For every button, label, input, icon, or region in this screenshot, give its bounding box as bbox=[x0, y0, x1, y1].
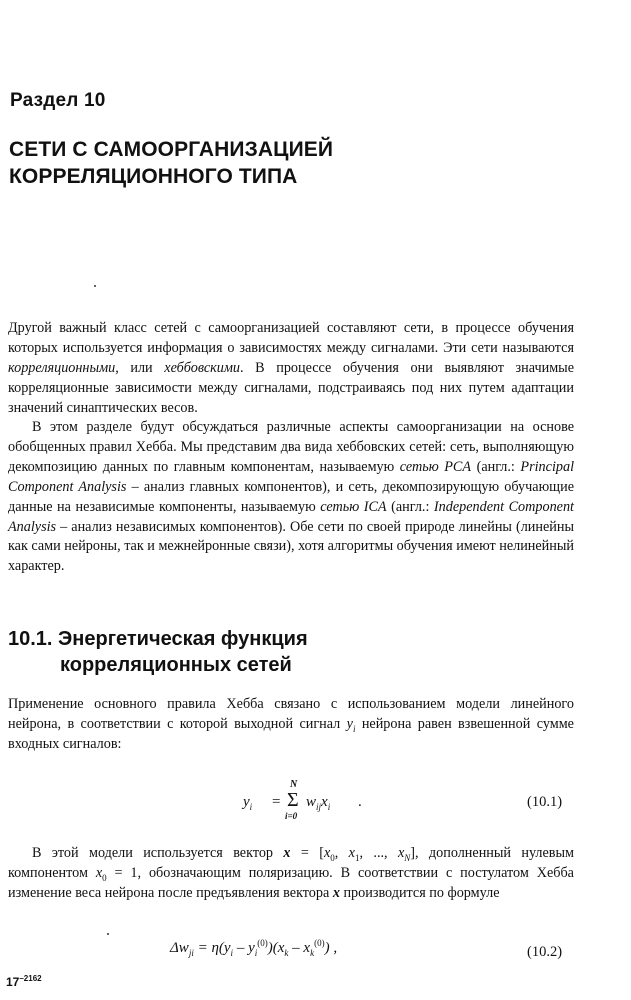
subscript: 1 bbox=[354, 852, 360, 863]
subscript: i bbox=[352, 723, 356, 734]
variable-y: y bbox=[346, 715, 353, 732]
eq-superscript: (0) bbox=[257, 938, 268, 948]
subscript: 0 bbox=[330, 852, 335, 863]
intro-paragraph bbox=[8, 319, 574, 419]
text-run: – анализ независимых компонентов). Обе сети по своей природе линейны (линейны как сами нейроны, так и межнейронные связи), хотя алгоритмы обучения имеют нелинейный характер. bbox=[8, 518, 574, 575]
eq-symbol: y bbox=[243, 794, 250, 810]
sum-lower-limit: i=0 bbox=[285, 811, 298, 821]
text-run: В этой модели используется вектор bbox=[32, 845, 284, 861]
eq-part: )(x bbox=[267, 940, 285, 956]
subsection-title-line2: корреляционных сетей bbox=[60, 654, 292, 676]
text-run: – анализ главных компонентов), и сеть, декомпозирующую обучающие данные на независимые компоненты, называемую bbox=[8, 478, 574, 515]
vector-x: x bbox=[283, 845, 291, 861]
print-speck bbox=[107, 933, 109, 935]
subsection-number: 10.1. bbox=[8, 628, 53, 650]
text-run: Другой важный класс сетей с самоорганизацией составляют сети, в процессе обучения которых используется информация о зависимостях между сигналами. Эти сети называются bbox=[8, 320, 574, 356]
eq-period: . bbox=[358, 794, 362, 810]
term-ica-english: Independent Component Analysis bbox=[8, 498, 574, 535]
eq-subscript: k bbox=[284, 948, 289, 958]
eq-subscript: i bbox=[254, 948, 258, 958]
text-run: , bbox=[334, 845, 349, 861]
chapter-title bbox=[9, 136, 333, 190]
text-run: , или bbox=[115, 359, 165, 376]
section-label: Раздел 10 bbox=[10, 90, 106, 111]
text-run: В этом разделе будут обсуждаться различные аспекты самоорганизации на основе обобщенных правил Хебба. Мы представим два вида хеббовских сетей: сеть, выполняющую декомпозицию данных по главным компонентам, называемую bbox=[8, 419, 574, 475]
eq-subscript: ji bbox=[188, 948, 194, 958]
subscript: N bbox=[404, 852, 411, 863]
text-run: = 1, обозначающим поляризацию. В соответствии с постулатом Хебба изменение веса нейрона после предъявления вектора bbox=[8, 864, 574, 901]
equation-number-10-2: (10.2) bbox=[527, 944, 563, 960]
term-correlation: корреляционными bbox=[8, 359, 116, 376]
eq-symbol: w bbox=[306, 794, 317, 810]
text-run: нейрона равен взвешенной сумме входных сигналов: bbox=[8, 715, 574, 752]
signature-suffix: –2162 bbox=[19, 974, 42, 983]
equation-number-10-1: (10.1) bbox=[527, 794, 563, 810]
text-run: . В процессе обучения они выявляют значимые корреляционные зависимости между сигналами, подстраиваясь под них путем адаптации значений синаптических весов. bbox=[8, 359, 574, 416]
eq-superscript: (0) bbox=[314, 938, 325, 948]
eq-part: = η(y bbox=[193, 940, 231, 956]
eq-lhs bbox=[243, 794, 252, 811]
subscript: 0 bbox=[102, 872, 107, 883]
variable-x: x bbox=[397, 845, 405, 861]
sum-sign: Σ bbox=[287, 789, 299, 811]
eq-subscript: ij bbox=[316, 802, 322, 812]
eq-part: – x bbox=[288, 940, 311, 956]
eq-subscript: k bbox=[310, 948, 315, 958]
variable-x: x bbox=[348, 845, 355, 861]
eq-symbol: x bbox=[321, 794, 328, 810]
text-run: = [ bbox=[290, 845, 324, 861]
subsection-title-line1: Энергетическая функция bbox=[58, 628, 308, 650]
text-run: (англ.: bbox=[386, 498, 434, 515]
hebb-rule-paragraph bbox=[8, 844, 574, 904]
eq-terms bbox=[306, 794, 330, 811]
term-ica-network: сетью ICA bbox=[320, 498, 387, 515]
linear-neuron-paragraph bbox=[8, 695, 574, 755]
chapter-title-line1: СЕТИ С САМООРГАНИЗАЦИЕЙ bbox=[9, 138, 334, 161]
variable-x: x bbox=[323, 845, 331, 861]
term-pca-network: сетью PCA bbox=[399, 458, 472, 475]
eq-part: Δw bbox=[170, 940, 189, 956]
print-speck bbox=[94, 285, 96, 287]
term-hebbian: хеббовскими bbox=[164, 359, 240, 376]
section-overview-paragraph bbox=[8, 418, 574, 577]
equation-10-2 bbox=[170, 940, 400, 970]
subsection-heading bbox=[8, 626, 308, 678]
eq-subscript: i bbox=[327, 802, 331, 812]
sheet-signature bbox=[6, 975, 42, 989]
vector-x: x bbox=[332, 884, 340, 901]
text-run: (англ.: bbox=[471, 458, 521, 475]
text-run: ], дополненный нулевым компонентом bbox=[8, 845, 575, 881]
eq-part: ) , bbox=[324, 940, 338, 956]
signature-number: 17 bbox=[6, 975, 20, 989]
term-pca-english: Principal Component Analysis bbox=[8, 458, 575, 495]
text-run: , ..., bbox=[359, 845, 398, 861]
eq-subscript: i bbox=[230, 948, 234, 958]
eq-subscript: i bbox=[249, 802, 253, 812]
chapter-title-line2: КОРРЕЛЯЦИОННОГО ТИПА bbox=[9, 165, 298, 188]
equation-10-1 bbox=[240, 779, 370, 828]
eq-part: – y bbox=[233, 940, 255, 956]
variable-x: x bbox=[95, 864, 103, 881]
text-run: производится по формуле bbox=[339, 884, 500, 901]
text-run: Применение основного правила Хебба связано с использованием модели линейного нейрона, в соответствии с которой выходной сигнал bbox=[8, 696, 574, 732]
sum-upper-limit: N bbox=[290, 779, 298, 790]
eq-equals: = bbox=[272, 794, 281, 810]
